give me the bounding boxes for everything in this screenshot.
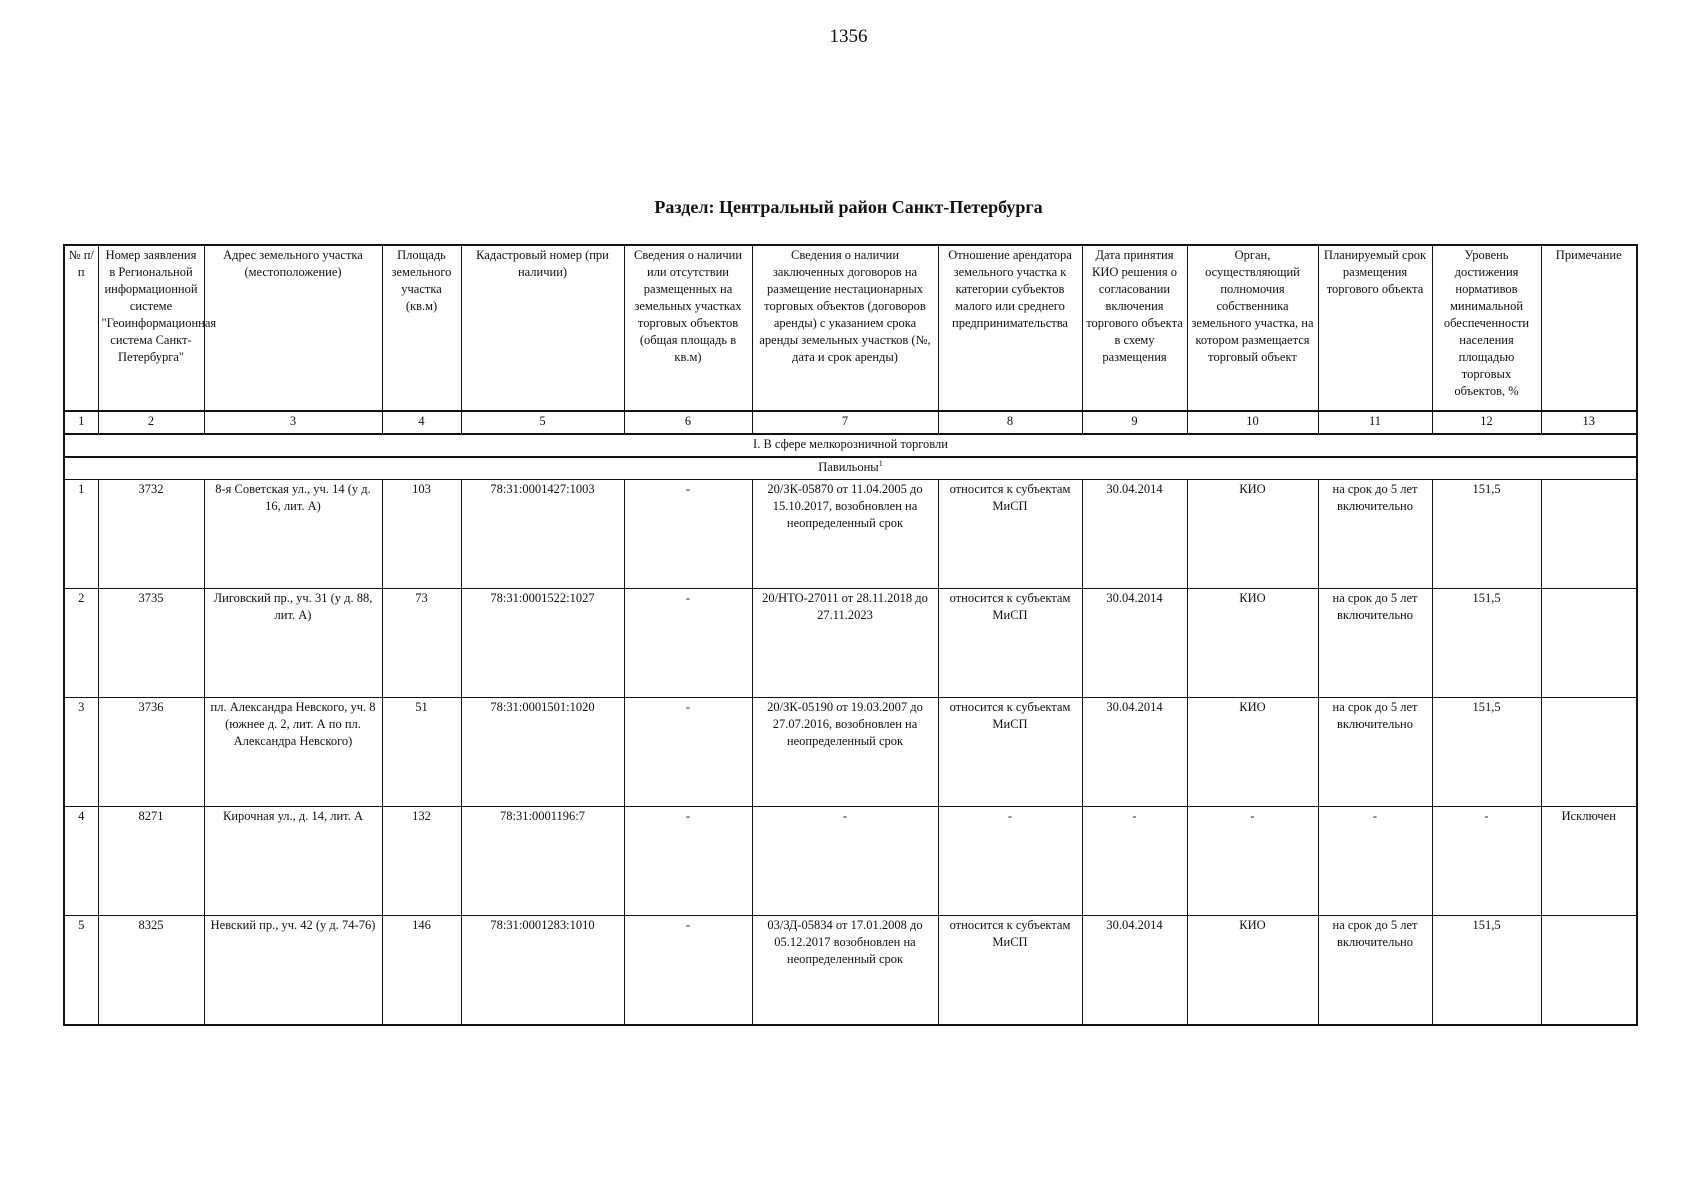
cadastral-number: 78:31:0001196:7 <box>461 807 624 916</box>
application-number: 3735 <box>98 589 204 698</box>
col-header-application: Номер заявления в Региональной информационной системе "Геоинформационная система Санкт-Петербурга" <box>98 245 204 411</box>
col-header-decision-date: Дата принятия КИО решения о согласовании включения торгового объекта в схему размещения <box>1082 245 1187 411</box>
page-number: 1356 <box>829 26 868 47</box>
col-header-term: Планируемый срок размещения торгового объекта <box>1318 245 1432 411</box>
decision-date: 30.04.2014 <box>1082 589 1187 698</box>
table-row <box>64 807 1637 916</box>
col-header-authority: Орган, осуществляющий полномочия собственника земельного участка, на котором размещается торговый объект <box>1187 245 1318 411</box>
planned-term: на срок до 5 лет включительно <box>1318 698 1432 807</box>
column-number: 11 <box>1318 411 1432 434</box>
col-header-note: Примечание <box>1541 245 1637 411</box>
contract-info: 03/ЗД-05834 от 17.01.2008 до 05.12.2017 возобновлен на неопределенный срок <box>752 916 938 1026</box>
row-number: 4 <box>64 807 98 916</box>
table-row <box>64 698 1637 807</box>
sme-status: относится к субъектам МиСП <box>938 589 1082 698</box>
note <box>1541 480 1637 589</box>
cadastral-number: 78:31:0001501:1020 <box>461 698 624 807</box>
application-number: 3736 <box>98 698 204 807</box>
table-row <box>64 916 1637 1026</box>
application-number: 8271 <box>98 807 204 916</box>
decision-date: 30.04.2014 <box>1082 480 1187 589</box>
contract-info: - <box>752 807 938 916</box>
planned-term: на срок до 5 лет включительно <box>1318 916 1432 1026</box>
subgroup-title: Павильоны <box>818 460 879 474</box>
sme-status: относится к субъектам МиСП <box>938 480 1082 589</box>
table-row <box>64 589 1637 698</box>
existing-objects: - <box>624 698 752 807</box>
col-header-level: Уровень достижения нормативов минимальной обеспеченности населения площадью торговых объектов, % <box>1432 245 1541 411</box>
area: 103 <box>382 480 461 589</box>
existing-objects: - <box>624 589 752 698</box>
column-number: 5 <box>461 411 624 434</box>
row-number: 3 <box>64 698 98 807</box>
row-number: 2 <box>64 589 98 698</box>
header-row <box>64 245 1637 411</box>
authority: КИО <box>1187 480 1318 589</box>
col-header-cadastre: Кадастровый номер (при наличии) <box>461 245 624 411</box>
table-row <box>64 480 1637 589</box>
decision-date: - <box>1082 807 1187 916</box>
existing-objects: - <box>624 480 752 589</box>
area: 146 <box>382 916 461 1026</box>
contract-info: 20/ЗК-05870 от 11.04.2005 до 15.10.2017, возобновлен на неопределенный срок <box>752 480 938 589</box>
sme-status: относится к субъектам МиСП <box>938 698 1082 807</box>
provision-level: 151,5 <box>1432 698 1541 807</box>
column-number-row <box>64 411 1637 434</box>
sme-status: относится к субъектам МиСП <box>938 916 1082 1026</box>
note <box>1541 916 1637 1026</box>
authority: КИО <box>1187 589 1318 698</box>
group-title: I. В сфере мелкорозничной торговли <box>64 434 1637 457</box>
column-number: 12 <box>1432 411 1541 434</box>
note: Исключен <box>1541 807 1637 916</box>
address: 8-я Советская ул., уч. 14 (у д. 16, лит. А) <box>204 480 382 589</box>
planned-term: - <box>1318 807 1432 916</box>
column-number: 6 <box>624 411 752 434</box>
note <box>1541 589 1637 698</box>
address: Невский пр., уч. 42 (у д. 74-76) <box>204 916 382 1026</box>
application-number: 8325 <box>98 916 204 1026</box>
sme-status: - <box>938 807 1082 916</box>
provision-level: 151,5 <box>1432 916 1541 1026</box>
note <box>1541 698 1637 807</box>
contract-info: 20/НТО-27011 от 28.11.2018 до 27.11.2023 <box>752 589 938 698</box>
existing-objects: - <box>624 916 752 1026</box>
col-header-sme: Отношение арендатора земельного участка к категории субъектов малого или среднего предпринимательства <box>938 245 1082 411</box>
col-header-contracts: Сведения о наличии заключенных договоров на размещение нестационарных торговых объектов (договоров аренды) с указанием срока аренды земельных участков (№, дата и срок аренды) <box>752 245 938 411</box>
address: пл. Александра Невского, уч. 8 (южнее д. 2, лит. А по пл. Александра Невского) <box>204 698 382 807</box>
authority: КИО <box>1187 916 1318 1026</box>
provision-level: 151,5 <box>1432 480 1541 589</box>
column-number: 8 <box>938 411 1082 434</box>
column-number: 10 <box>1187 411 1318 434</box>
application-number: 3732 <box>98 480 204 589</box>
address: Кирочная ул., д. 14, лит. А <box>204 807 382 916</box>
column-number: 7 <box>752 411 938 434</box>
subgroup-row <box>64 457 1637 480</box>
column-number: 3 <box>204 411 382 434</box>
column-number: 2 <box>98 411 204 434</box>
col-header-address: Адрес земельного участка (местоположение) <box>204 245 382 411</box>
provision-level: 151,5 <box>1432 589 1541 698</box>
decision-date: 30.04.2014 <box>1082 698 1187 807</box>
col-header-area: Площадь земельного участка (кв.м) <box>382 245 461 411</box>
subgroup-footnote-mark: 1 <box>878 458 883 468</box>
cadastral-number: 78:31:0001283:1010 <box>461 916 624 1026</box>
existing-objects: - <box>624 807 752 916</box>
col-header-number: № п/п <box>64 245 98 411</box>
section-title: Раздел: Центральный район Санкт-Петербурга <box>654 197 1043 217</box>
cadastral-number: 78:31:0001522:1027 <box>461 589 624 698</box>
column-number: 1 <box>64 411 98 434</box>
column-number: 4 <box>382 411 461 434</box>
decision-date: 30.04.2014 <box>1082 916 1187 1026</box>
area: 132 <box>382 807 461 916</box>
authority: КИО <box>1187 698 1318 807</box>
group-row <box>64 434 1637 457</box>
subgroup-cell <box>64 457 1637 480</box>
column-number: 13 <box>1541 411 1637 434</box>
area: 51 <box>382 698 461 807</box>
contract-info: 20/ЗК-05190 от 19.03.2007 до 27.07.2016, возобновлен на неопределенный срок <box>752 698 938 807</box>
column-number: 9 <box>1082 411 1187 434</box>
planned-term: на срок до 5 лет включительно <box>1318 480 1432 589</box>
row-number: 5 <box>64 916 98 1026</box>
register-table <box>63 244 1638 1026</box>
col-header-existing-objects: Сведения о наличии или отсутствии размещенных на земельных участках торговых объектов (общая площадь в кв.м) <box>624 245 752 411</box>
row-number: 1 <box>64 480 98 589</box>
provision-level: - <box>1432 807 1541 916</box>
address: Лиговский пр., уч. 31 (у д. 88, лит. А) <box>204 589 382 698</box>
cadastral-number: 78:31:0001427:1003 <box>461 480 624 589</box>
authority: - <box>1187 807 1318 916</box>
area: 73 <box>382 589 461 698</box>
planned-term: на срок до 5 лет включительно <box>1318 589 1432 698</box>
